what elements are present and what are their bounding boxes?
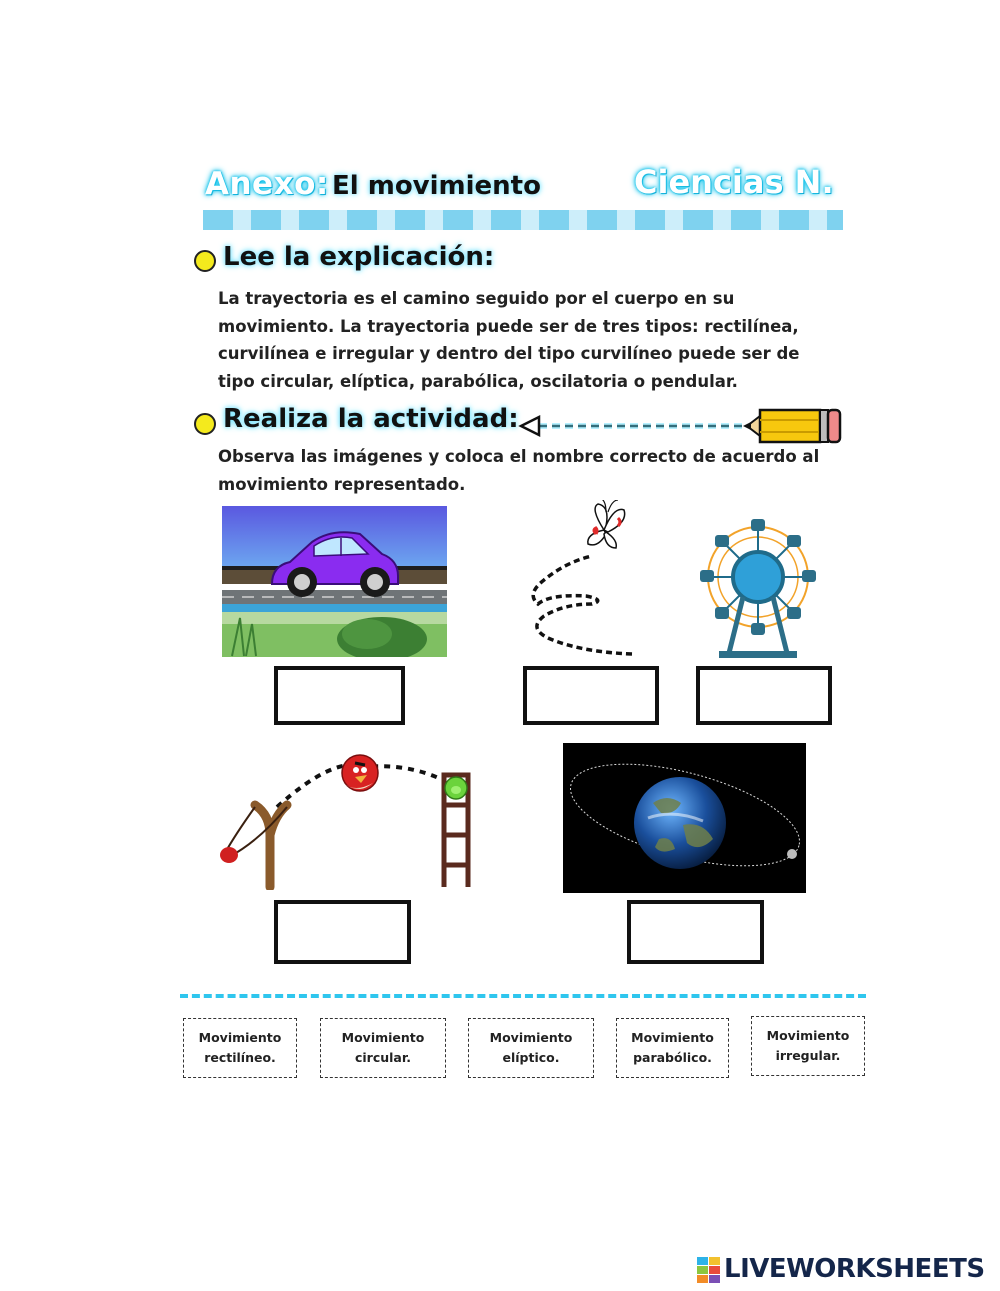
answer-box-ferris-wheel[interactable] bbox=[696, 666, 832, 725]
explanation-line: movimiento. La trayectoria puede ser de tres tipos: rectilínea, bbox=[218, 316, 799, 336]
pencil-icon bbox=[515, 404, 845, 448]
explanation-line: tipo circular, elíptica, parabólica, oscilatoria o pendular. bbox=[218, 371, 738, 391]
option-irregular[interactable]: Movimiento irregular. bbox=[751, 1016, 865, 1076]
header-anexo-label: Anexo: bbox=[205, 166, 329, 202]
explanation-line: La trayectoria es el camino seguido por el cuerpo en su bbox=[218, 289, 735, 308]
explanation-line: curvilínea e irregular y dentro del tipo curvilíneo puede ser de bbox=[218, 344, 800, 363]
answer-box-car[interactable] bbox=[274, 666, 405, 725]
answer-box-angry-birds[interactable] bbox=[274, 900, 411, 964]
instruction-paragraph bbox=[218, 443, 819, 499]
answer-box-butterfly[interactable] bbox=[523, 666, 659, 725]
instruction-line: movimiento representado. bbox=[218, 475, 466, 494]
section1-bullet-icon bbox=[194, 250, 216, 272]
section1-heading: Lee la explicación: bbox=[223, 242, 495, 272]
header-stripe bbox=[203, 210, 843, 230]
butterfly-image bbox=[520, 500, 640, 660]
earth-orbit-image bbox=[563, 743, 806, 893]
explanation-paragraph bbox=[218, 285, 799, 395]
instruction-line: Observa las imágenes y coloca el nombre correcto de acuerdo al bbox=[218, 447, 820, 466]
liveworksheets-logo-icon bbox=[697, 1257, 721, 1283]
option-eliptico[interactable]: Movimiento elíptico. bbox=[468, 1018, 594, 1078]
section2-bullet-icon bbox=[194, 413, 216, 435]
liveworksheets-brand[interactable]: LIVEWORKSHEETS bbox=[724, 1254, 985, 1284]
options-separator bbox=[180, 994, 866, 998]
angry-birds-image bbox=[215, 745, 480, 890]
subject-label: Ciencias N. bbox=[634, 163, 834, 201]
answer-box-earth-orbit[interactable] bbox=[627, 900, 764, 964]
ferris-wheel-image bbox=[695, 515, 825, 660]
worksheet-title: El movimiento bbox=[332, 171, 541, 201]
option-parabolico[interactable]: Movimiento parabólico. bbox=[616, 1018, 729, 1078]
option-circular[interactable]: Movimiento circular. bbox=[320, 1018, 446, 1078]
option-rectilineo[interactable]: Movimiento rectilíneo. bbox=[183, 1018, 297, 1078]
car-image bbox=[222, 506, 447, 657]
section2-heading: Realiza la actividad: bbox=[223, 404, 519, 434]
